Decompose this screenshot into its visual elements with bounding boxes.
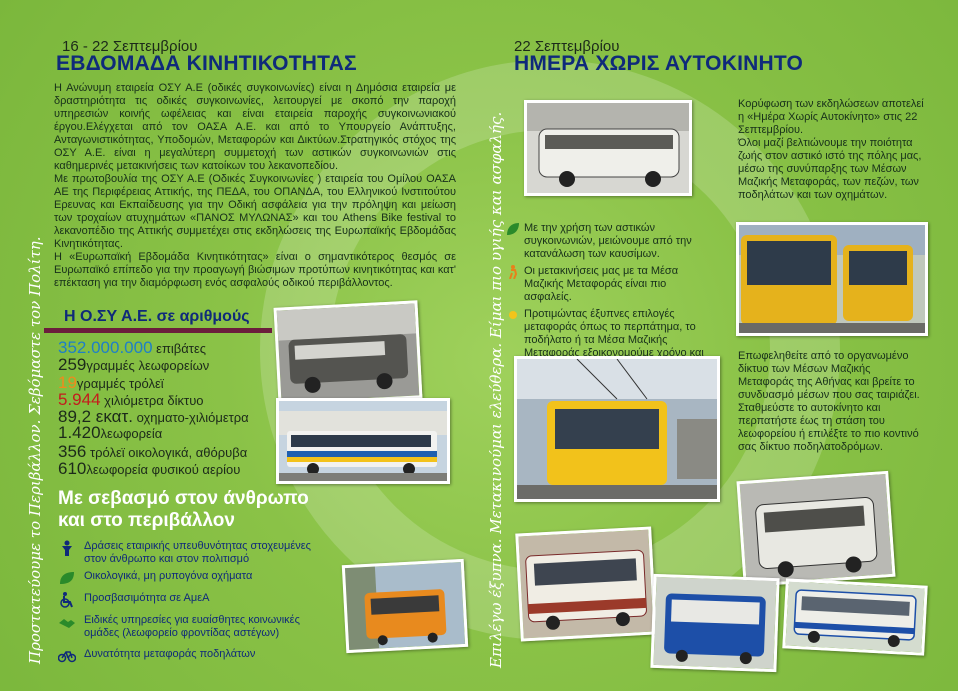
leaf-icon [58,570,76,586]
handshake-icon [58,614,76,630]
bicycle-icon [58,648,76,664]
intro-paragraph-2: Με πρωτοβουλία της ΟΣΥ Α.Ε (Οδικές Συγκοινωνίες ) εταιρεία του Ομίλου ΟΑΣΑ ΑΕ της Περιφέρειας Αττικής, της ΠΕΔΑ, του ΟΠΑΝΔΑ, του Ελληνικού Ινστιτούτου Ερευνας και Εκπαίδευσης για την Οδική ασφάλεια για την πρόληψη και μείωση των τροχαίων ατυχημάτων «ΠΑΝΟΣ ΜΥΛΩΝΑΣ» και του Athens Bike festival το λεκανοπέδιο της Αττικής συμμετέχει στις εκδηλώσεις της Ευρωπαϊκής Εβδομάδας Κινητικότητας. [54,173,456,250]
right-vertical-slogan: Επιλέγω έξυπνα. Μετακινούμαι ελεύθερα. Είμαι πιο υγιής και ασφαλής. [487,111,505,668]
right-title: ΗΜΕΡΑ ΧΩΡΙΣ ΑΥΤΟΚΙΝΗΤΟ [514,52,804,75]
stat-label: γραμμές τρόλεϊ [76,376,164,391]
feature-label: Ειδικές υπηρεσίες για ευαίσθητες κοινωνικές ομάδες (λεωφορείο φροντίδας αστέγων) [84,614,300,639]
right-date: 22 Σεπτεμβρίου [514,38,620,55]
benefit-item-fuel [506,222,716,261]
photo-yellow-trolley [514,356,720,502]
intro-text-right: Κορύφωση των εκδηλώσεων αποτελεί η «Ημέρα Χωρίς Αυτοκίνητο» στις 22 Σεπτεμβρίου. Όλοι μαζί βελτιώνουμε την ποιότητα ζωής στον αστικό ιστό της πόλης μας, μέσω της συνύπαρξης των Μέσων Μαζικής Μεταφοράς, των πεζών, των ποδηλάτων και των οχημάτων. [738,98,924,201]
stat-label: χιλιόμετρα δίκτυο [100,393,204,408]
person-icon [58,540,76,556]
responsibility-title-line-1: Με σεβασμό στον άνθρωπο [58,488,309,509]
photo-two-yellow-buses [736,222,928,336]
left-title: ΕΒΔΟΜΑΔΑ ΚΙΝΗΤΙΚΟΤΗΤΑΣ [56,52,357,75]
stat-label: επιβάτες [152,341,207,356]
feature-item-accessibility [58,592,334,605]
intro-text [54,82,456,290]
photo-modern-bus-street [276,398,450,484]
responsibility-title-line-2: και στο περιβάλλον [58,510,235,531]
feature-item-culture [58,540,334,566]
network-text: Επωφεληθείτε από το οργανωμένο δίκτυο των Μέσων Μαζικής Μεταφοράς της Αθήνας και βρείτε το συνδυασμό μέσων που σας ταιριάζει. Σταθμεύστε το αυτοκίνητο και περπατήστε έως τη στάση του λεωφορείου ή επιλέξτε το πιο κοντινό σας δίκτυο ποδηλατοδρόμων. [738,350,920,453]
photo-orange-trolley [342,559,468,653]
sun-icon [506,308,520,322]
leaf-icon [506,222,520,236]
stat-label: λεωφορεία [100,426,163,441]
benefit-label: Προτιμώντας έξυπνες επιλογές μεταφοράς όπως το περπάτημα, το ποδήλατο ή τα Μέσα Μαζικής Μεταφοράς εξοικονομούμε χρόνο και [524,308,704,359]
responsibility-title [58,488,309,532]
stat-number: 610 [58,459,87,478]
feature-label: Δράσεις εταιρικής υπευθυνότητας στοχευμένες στον άνθρωπο και στον πολιτισμό [84,540,311,565]
intro-paragraph-3: Η «Ευρωπαϊκή Εβδομάδα Κινητικότητας» είναι ο σημαντικότερος θεσμός σε Ευρωπαϊκό επίπεδο για την προαγωγή βιώσιμων προτύπων κινητικότητας και κατ' επέκταση για την διαμόρφωση ενός ασφαλούς οδικού περιβάλλοντος. [54,251,456,289]
photo-vintage-bus-3 [782,578,927,655]
stat-number: 259 [58,355,87,374]
stat-number: 1.420 [58,423,101,442]
stats-title-underline [44,328,272,333]
feature-label: Δυνατότητα μεταφοράς ποδηλάτων [84,648,256,660]
stats-title: Η Ο.ΣΥ Α.Ε. σε αριθμούς [64,308,250,325]
stat-item [58,423,162,443]
intro-paragraph-1: Η Ανώνυμη εταιρεία ΟΣΥ Α.Ε (οδικές συγκοινωνίες) είναι η Δημόσια εταιρεία με δραστηριότητα τις οδικές συγκοινωνίες, λειτουργεί με σκοπό την παροχή υπηρεσιών κοινής ωφέλειας και είναι εταιρεία παροχής συγκοινωνιακού έργου.Ελέγχεται από τον ΟΑΣΑ Α.Ε. και από το Υπουργείο Ανάπτυξης, Ανταγωνιστικότητας, Υποδομών, Μεταφορών και Δικτύων.Στρατηγικός στόχος της ΟΣΥ Α.Ε. είναι η μεγαλύτερη συμμετοχή των αστικών συγκοινωνιών στις καθημερινές μετακινήσεις των κατοίκων του λεκανοπεδίου. [54,82,456,172]
stat-number: 89,2 εκατ. [58,407,133,426]
stat-number: 352.000.000 [58,338,153,357]
feature-item-bikes [58,648,334,661]
benefit-item-safety [506,265,716,304]
benefit-label: Με την χρήση των αστικών συγκοινωνιών, μειώνουμε από την κατανάλωση των καυσίμων. [524,222,692,260]
stat-item [58,459,240,479]
left-vertical-slogan: Προστατεύουμε το Περιβάλλον. Σεβόμαστε τον Πολίτη. [26,236,44,664]
wheelchair-icon [58,592,76,608]
feature-label: Οικολογικά, μη ρυπογόνα οχήματα [84,570,253,582]
feature-item-social [58,614,334,640]
stat-number: 19 [58,373,77,392]
benefit-label: Οι μετακινήσεις μας με τα Μέσα Μαζικής Μεταφοράς είναι πιο ασφαλείς. [524,265,679,303]
walking-person-icon [506,265,520,279]
photo-vintage-bus-white [524,100,692,196]
stat-label: οχηματο-χιλιόμετρα [132,410,249,425]
photo-vintage-blue-bus [650,574,779,672]
photo-vintage-bus-bw [274,300,423,405]
left-date: 16 - 22 Σεπτεμβρίου [62,38,198,55]
photo-vintage-bus-1 [736,471,895,587]
stat-label: γραμμές λεωφορείων [86,358,210,373]
stat-label: λεωφορεία φυσικού αερίου [86,462,241,477]
feature-item-eco [58,570,334,583]
stat-number: 356 [58,442,87,461]
stat-item [58,355,209,375]
feature-label: Προσβασιμότητα σε ΑμεΑ [84,592,210,604]
photo-vintage-bus-2 [515,527,656,642]
stat-number: 5.944 [58,390,101,409]
stat-label: τρόλεϊ οικολογικά, αθόρυβα [86,445,248,460]
